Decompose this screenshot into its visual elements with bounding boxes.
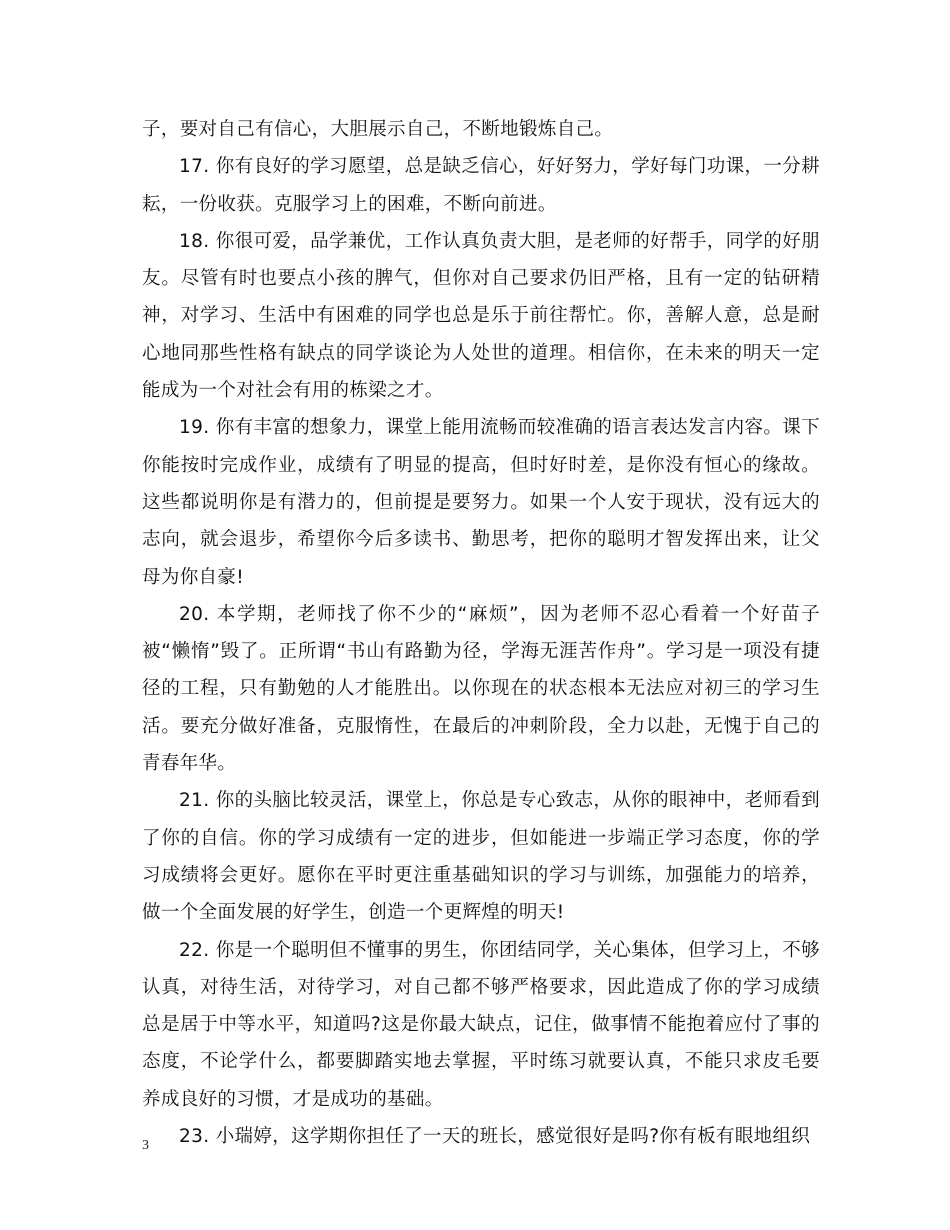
- page-number: 3: [142, 1138, 149, 1153]
- paragraph-22: 22. 你是一个聪明但不懂事的男生，你团结同学，关心集体，但学习上，不够认真，对待生活，对待学习，对自己都不够严格要求，因此造成了你的学习成绩总是居于中等水平，知道吗?这是你最大缺点，记住，做事情不能抱着应付了事的态度，不论学什么，都要脚踏实地去掌握，平时练习就要认真，不能只求皮毛要养成良好的习惯，才是成功的基础。: [142, 939, 820, 1110]
- paragraph-18: 18. 你很可爱，品学兼优，工作认真负责大胆，是老师的好帮手，同学的好朋友。尽管有时也要点小孩的脾气，但你对自己要求仍旧严格，且有一定的钻研精神，对学习、生活中有困难的同学也总是乐于前往帮忙。你，善解人意，总是耐心地同那些性格有缺点的同学谈论为人处世的道理。相信你，在未来的明天一定能成为一个对社会有用的栋梁之才。: [142, 230, 820, 402]
- paragraph-continuation: 子，要对自己有信心，大胆展示自己，不断地锻炼自己。: [142, 119, 614, 140]
- paragraph-20: 20. 本学期，老师找了你不少的“麻烦”，因为老师不忍心看着一个好苗子被“懒惰”毁了。正所谓“书山有路勤为径，学海无涯苦作舟”。学习是一项没有捷径的工程，只有勤勉的人才能胜出。以你现在的状态根本无法应对初三的学习生活。要充分做好准备，克服惰性，在最后的冲刺阶段，全力以赴，无愧于自己的青春年华。: [142, 603, 820, 775]
- paragraph-17: 17. 你有良好的学习愿望，总是缺乏信心，好好努力，学好每门功课，一分耕耘，一份收获。克服学习上的困难，不断向前进。: [142, 156, 820, 215]
- paragraph-21: 21. 你的头脑比较灵活，课堂上，你总是专心致志，从你的眼神中，老师看到了你的自信。你的学习成绩有一定的进步，但如能进一步端正学习态度，你的学习成绩将会更好。愿你在平时更注重基础知识的学习与训练，加强能力的培养，做一个全面发展的好学生，创造一个更辉煌的明天!: [142, 790, 820, 924]
- paragraph-23: 23. 小瑞婷，这学期你担任了一天的班长，感觉很好是吗?你有板有眼地组织: [179, 1126, 811, 1148]
- paragraph-19: 19. 你有丰富的想象力，课堂上能用流畅而较准确的语言表达发言内容。课下你能按时完成作业，成绩有了明显的提高，但时好时差，是你没有恒心的缘故。这些都说明你是有潜力的，但前提是要努力。如果一个人安于现状，没有远大的志向，就会退步，希望你今后多读书、勤思考，把你的聪明才智发挥出来，让父母为你自豪!: [142, 417, 820, 588]
- body-text: [142, 111, 820, 1155]
